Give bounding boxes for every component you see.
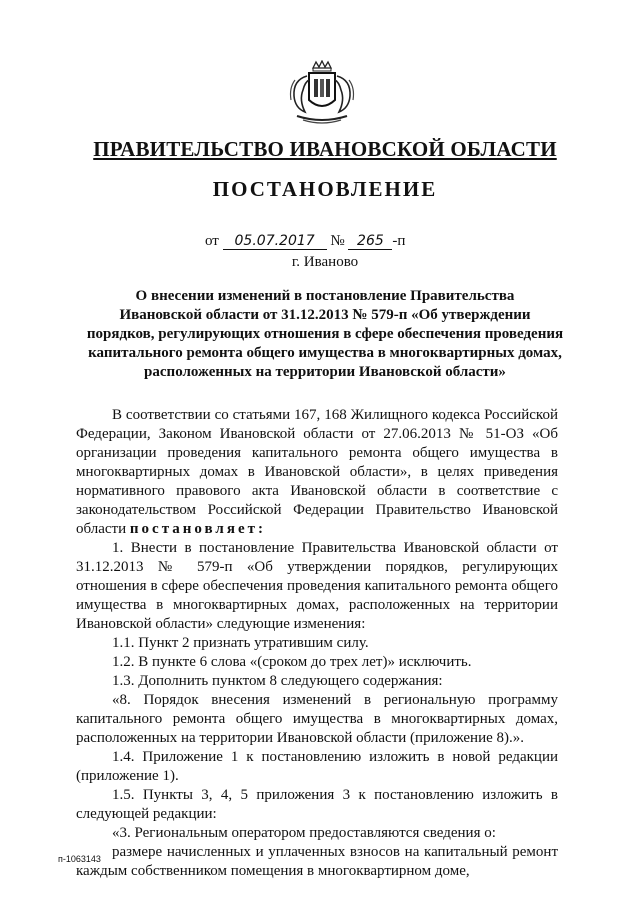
handwritten-number: 265 [348, 233, 392, 250]
paragraph-1: 1. Внести в постановление Правительства Ивановской области от 31.12.2013 № 579-п «Об утверждении порядков, регулирующих отношения в сфере обеспечения проведения капитального ремонта общего имущества в многоквартирных домах, расположенных на территории Ивановской области» следующие изменения: [76, 540, 558, 632]
paragraph-1-1: 1.1. Пункт 2 признать утратившим силу. [112, 635, 369, 651]
document-heading [72, 287, 578, 382]
heading-line: капитального ремонта общего имущества в многоквартирных домах, [88, 345, 562, 361]
city: г. Иваново [291, 254, 359, 270]
handwritten-date: 05.07.2017 [223, 233, 327, 250]
date-number-line [205, 233, 405, 250]
resolves-word: постановляет: [129, 521, 266, 537]
paragraph-1-2: 1.2. В пункте 6 слова «(сроком до трех лет)» исключить. [112, 654, 472, 670]
paragraph-last: размере начисленных и уплаченных взносов на капитальный ремонт каждым собственником помещения в многоквартирном доме, [76, 844, 558, 879]
document-type: ПОСТАНОВЛЕНИЕ [212, 177, 438, 201]
coat-of-arms-icon [285, 60, 359, 126]
number-sign: № [330, 233, 345, 249]
government-title: ПРАВИТЕЛЬСТВО ИВАНОВСКОЙ ОБЛАСТИ [93, 137, 557, 161]
footer-code: п-1063143 [58, 854, 101, 864]
heading-line: расположенных на территории Ивановской области» [144, 364, 506, 380]
heading-line: Ивановской области от 31.12.2013 № 579-п «Об утверждении [119, 307, 531, 323]
paragraph-1-3: 1.3. Дополнить пунктом 8 следующего содержания: [112, 673, 443, 689]
paragraph-8: «8. Порядок внесения изменений в региональную программу капитального ремонта общего имущества в многоквартирных домах, расположенных на территории Ивановской области (приложение 8).». [76, 692, 558, 746]
heading-line: О внесении изменений в постановление Правительства [135, 288, 515, 304]
paragraph-1-5: 1.5. Пункты 3, 4, 5 приложения 3 к постановлению изложить в следующей редакции: [76, 787, 558, 822]
intro-text: В соответствии со статьями 167, 168 Жилищного кодекса Российской Федерации, Законом Ивановской области от 27.06.2013 № 51-ОЗ «Об организации проведения капитального ремонта общего имущества в многоквартирных домах в Ивановской области», в целях приведения нормативного правового акта Ивановской области в соответствие с законодательством Российской Федерации Правительство Ивановской области [76, 407, 558, 537]
paragraph-3: «3. Региональным оператором предоставляются сведения о: [112, 825, 496, 841]
document-body [76, 406, 558, 881]
number-suffix: -п [392, 233, 406, 249]
paragraph-1-4: 1.4. Приложение 1 к постановлению изложить в новой редакции (приложение 1). [76, 749, 558, 784]
heading-line: порядков, регулирующих отношения в сфере обеспечения проведения [86, 326, 564, 342]
date-prefix: от [205, 233, 219, 249]
paragraph-intro [76, 406, 558, 539]
